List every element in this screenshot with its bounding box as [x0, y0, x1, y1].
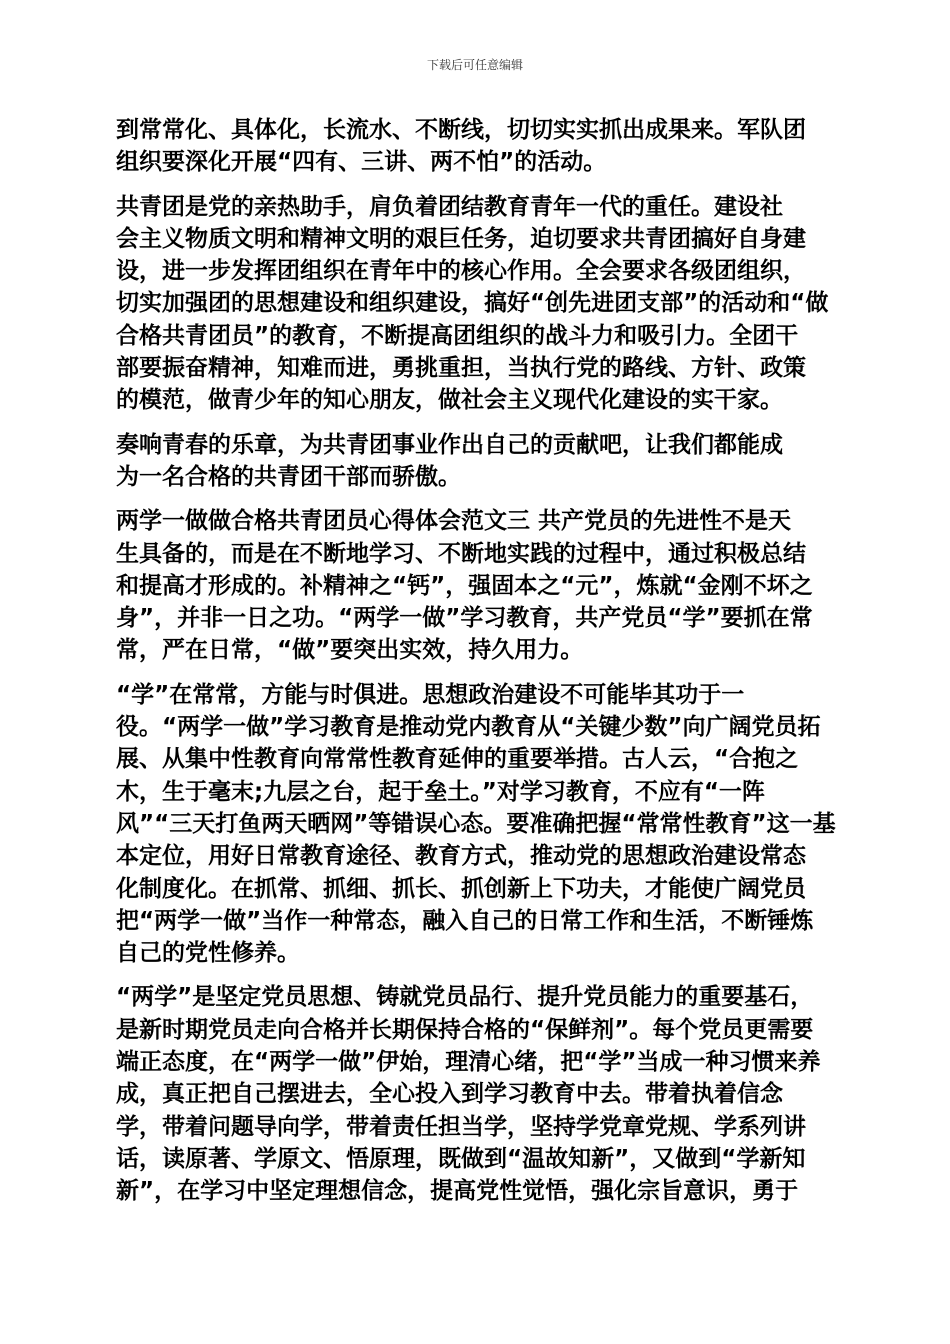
text-line: 身”，并非一日之功。“两学一做”学习教育，共产党员“学”要抓在常	[116, 605, 813, 632]
text-line: 新”，在学习中坚定理想信念，提高党性觉悟，强化宗旨意识，勇于	[116, 1178, 799, 1205]
text-line: 风”“三天打鱼两天晒网”等错误心态。要准确把握“常常性教育”这一基	[116, 810, 836, 837]
paragraph-6	[116, 981, 838, 1207]
document-body	[116, 114, 838, 1220]
text-line: 组织要深化开展“四有、三讲、两不怕”的活动。	[116, 149, 607, 176]
paragraph-3	[116, 429, 838, 494]
text-line: 合格共青团员”的教育，不断提高团组织的战斗力和吸引力。全团干	[116, 322, 799, 349]
text-line: “学”在常常，方能与时俱进。思想政治建设不可能毕其功于一	[116, 681, 745, 708]
text-line: 和提高才形成的。补精神之“钙”，强固本之“元”，炼就“金刚不坏之	[116, 572, 813, 599]
text-line: 切实加强团的思想建设和组织建设，搞好“创先进团支部”的活动和“做	[116, 290, 829, 317]
text-line: 把“两学一做”当作一种常态，融入自己的日常工作和生活，不断锤炼	[116, 907, 814, 934]
text-line: “两学”是坚定党员思想、铸就党员品行、提升党员能力的重要基石，	[116, 984, 814, 1011]
page-header: 下载后可任意编辑	[426, 58, 523, 72]
text-line: 话，读原著、学原文、悟原理，既做到“温故知新”，又做到“学新知	[116, 1145, 806, 1172]
paragraph-5	[116, 679, 838, 970]
text-line: 常，严在日常，“做”要突出实效，持久用力。	[116, 637, 584, 664]
text-line: 化制度化。在抓常、抓细、抓长、抓创新上下功夫，才能使广阔党员	[116, 875, 806, 902]
text-line: 会主义物质文明和精神文明的艰巨任务，迫切要求共青团搞好自身建	[116, 225, 806, 252]
paragraph-2	[116, 191, 838, 417]
text-line: 到常常化、具体化，长流水、不断线，切切实实抓出成果来。军队团	[116, 117, 806, 143]
text-line: 成，真正把自己摆进去，全心投入到学习教育中去。带着执着信念	[116, 1081, 783, 1108]
paragraph-4	[116, 505, 838, 666]
text-line: 端正态度，在“两学一做”伊始，理清心绪，把“学”当成一种习惯来养	[116, 1049, 821, 1076]
text-line: 的模范，做青少年的知心朋友，做社会主义现代化建设的实干家。	[116, 387, 783, 414]
text-line: 自己的党性修养。	[116, 940, 300, 967]
text-line: 是新时期党员走向合格并长期保持合格的“保鲜剂”。每个党员更需要	[116, 1016, 814, 1043]
text-line: 两学一做做合格共青团员心得体会范文三 共产党员的先进性不是天	[116, 508, 792, 535]
paragraph-1	[116, 114, 838, 179]
text-line: 奏响青春的乐章，为共青团事业作出自己的贡献吧，让我们都能成	[116, 431, 783, 458]
text-line: 木，生于毫末;九层之台，起于垒土。”对学习教育，不应有“一阵	[116, 778, 765, 805]
text-line: 共青团是党的亲热助手，肩负着团结教育青年一代的重任。建设社	[116, 193, 783, 220]
text-line: 为一名合格的共青团干部而骄傲。	[116, 463, 461, 490]
text-line: 设，进一步发挥团组织在青年中的核心作用。全会要求各级团组织，	[116, 258, 806, 285]
text-line: 展、从集中性教育向常常性教育延伸的重要举措。古人云，“合抱之	[116, 746, 799, 773]
text-line: 本定位，用好日常教育途径、教育方式，推动党的思想政治建设常态	[116, 843, 806, 870]
text-line: 生具备的，而是在不断地学习、不断地实践的过程中，通过积极总结	[116, 540, 806, 567]
text-line: 役。“两学一做”学习教育是推动党内教育从“关键少数”向广阔党员拓	[116, 714, 821, 741]
text-line: 学，带着问题导向学，带着责任担当学，坚持学党章党规、学系列讲	[116, 1113, 806, 1140]
text-line: 部要振奋精神，知难而进，勇挑重担，当执行党的路线、方针、政策	[116, 355, 806, 382]
